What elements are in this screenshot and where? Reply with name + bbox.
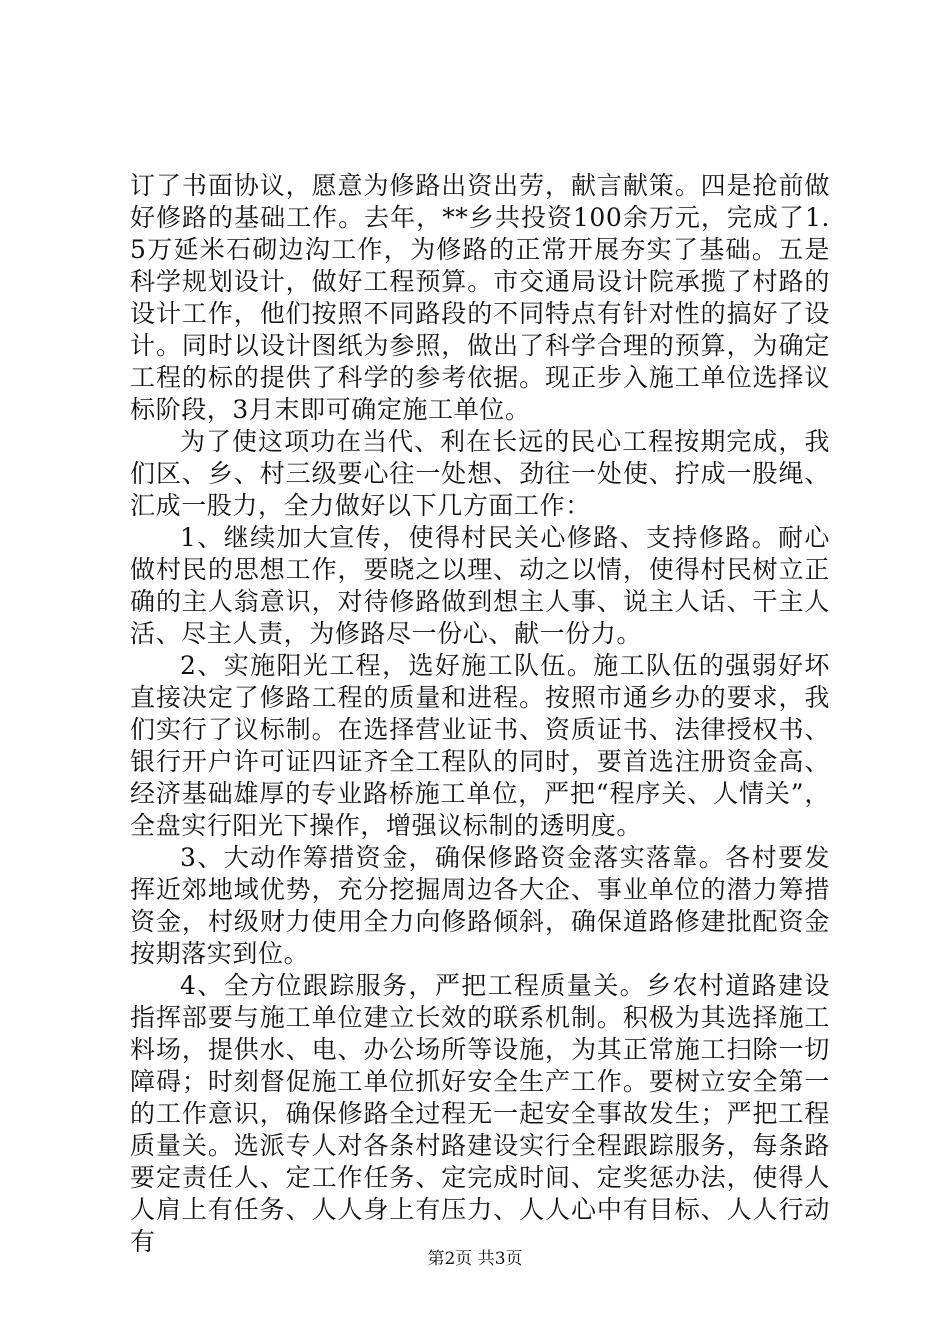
paragraph-intro: 为了使这项功在当代、利在长远的民心工程按期完成，我们区、乡、村三级要心往一处想、劲往一处使、拧成一股绳、汇成一股力，全力做好以下几方面工作：: [130, 427, 830, 520]
paragraph-item-4: 4、全方位跟踪服务，严把工程质量关。乡农村道路建设指挥部要与施工单位建立长效的联系机制。积极为其选择施工料场，提供水、电、办公场所等设施，为其正常施工扫除一切障碍；时刻督促施工单位抓好安全生产工作。要树立安全第一的工作意识，确保修路全过程无一起安全事故发生；严把工程质量关。选派专人对各条村路建设实行全程跟踪服务，每条路要定责任人、定工作任务、定完成时间、定奖惩办法，使得人人肩上有任务、人人身上有压力、人人心中有目标、人人行动有: [130, 971, 830, 1256]
paragraph-item-1: 1、继续加大宣传，使得村民关心修路、支持修路。耐心做村民的思想工作，要晓之以理、动之以情，使得村民树立正确的主人翁意识，对待修路做到想主人事、说主人话、干主人活、尽主人责，为修路尽一份心、献一份力。: [130, 523, 830, 648]
paragraph-item-3: 3、大动作筹措资金，确保修路资金落实落靠。各村要发挥近郊地域优势，充分挖掘周边各大企、事业单位的潜力筹措资金，村级财力使用全力向修路倾斜，确保道路修建批配资金按期落实到位。: [130, 843, 830, 968]
page-number-footer: 第2页 共3页: [427, 1249, 523, 1269]
document-body: [130, 170, 830, 1258]
paragraph-item-2: 2、实施阳光工程，选好施工队伍。施工队伍的强弱好坏直接决定了修路工程的质量和进程。按照市通乡办的要求，我们实行了议标制。在选择营业证书、资质证书、法律授权书、银行开户许可证四证齐全工程队的同时，要首选注册资金高、经济基础雄厚的专业路桥施工单位，严把“程序关、人情关”，全盘实行阳光下操作，增强议标制的透明度。: [130, 651, 830, 840]
paragraph-continuation: 订了书面协议，愿意为修路出资出劳，献言献策。四是抢前做好修路的基础工作。去年，**乡共投资100余万元，完成了1.5万延米石砌边沟工作，为修路的正常开展夯实了基础。五是科学规划设计，做好工程预算。市交通局设计院承揽了村路的设计工作，他们按照不同路段的不同特点有针对性的搞好了设计。同时以设计图纸为参照，做出了科学合理的预算，为确定工程的标的提供了科学的参考依据。现正步入施工单位选择议标阶段，3月末即可确定施工单位。: [130, 171, 830, 424]
